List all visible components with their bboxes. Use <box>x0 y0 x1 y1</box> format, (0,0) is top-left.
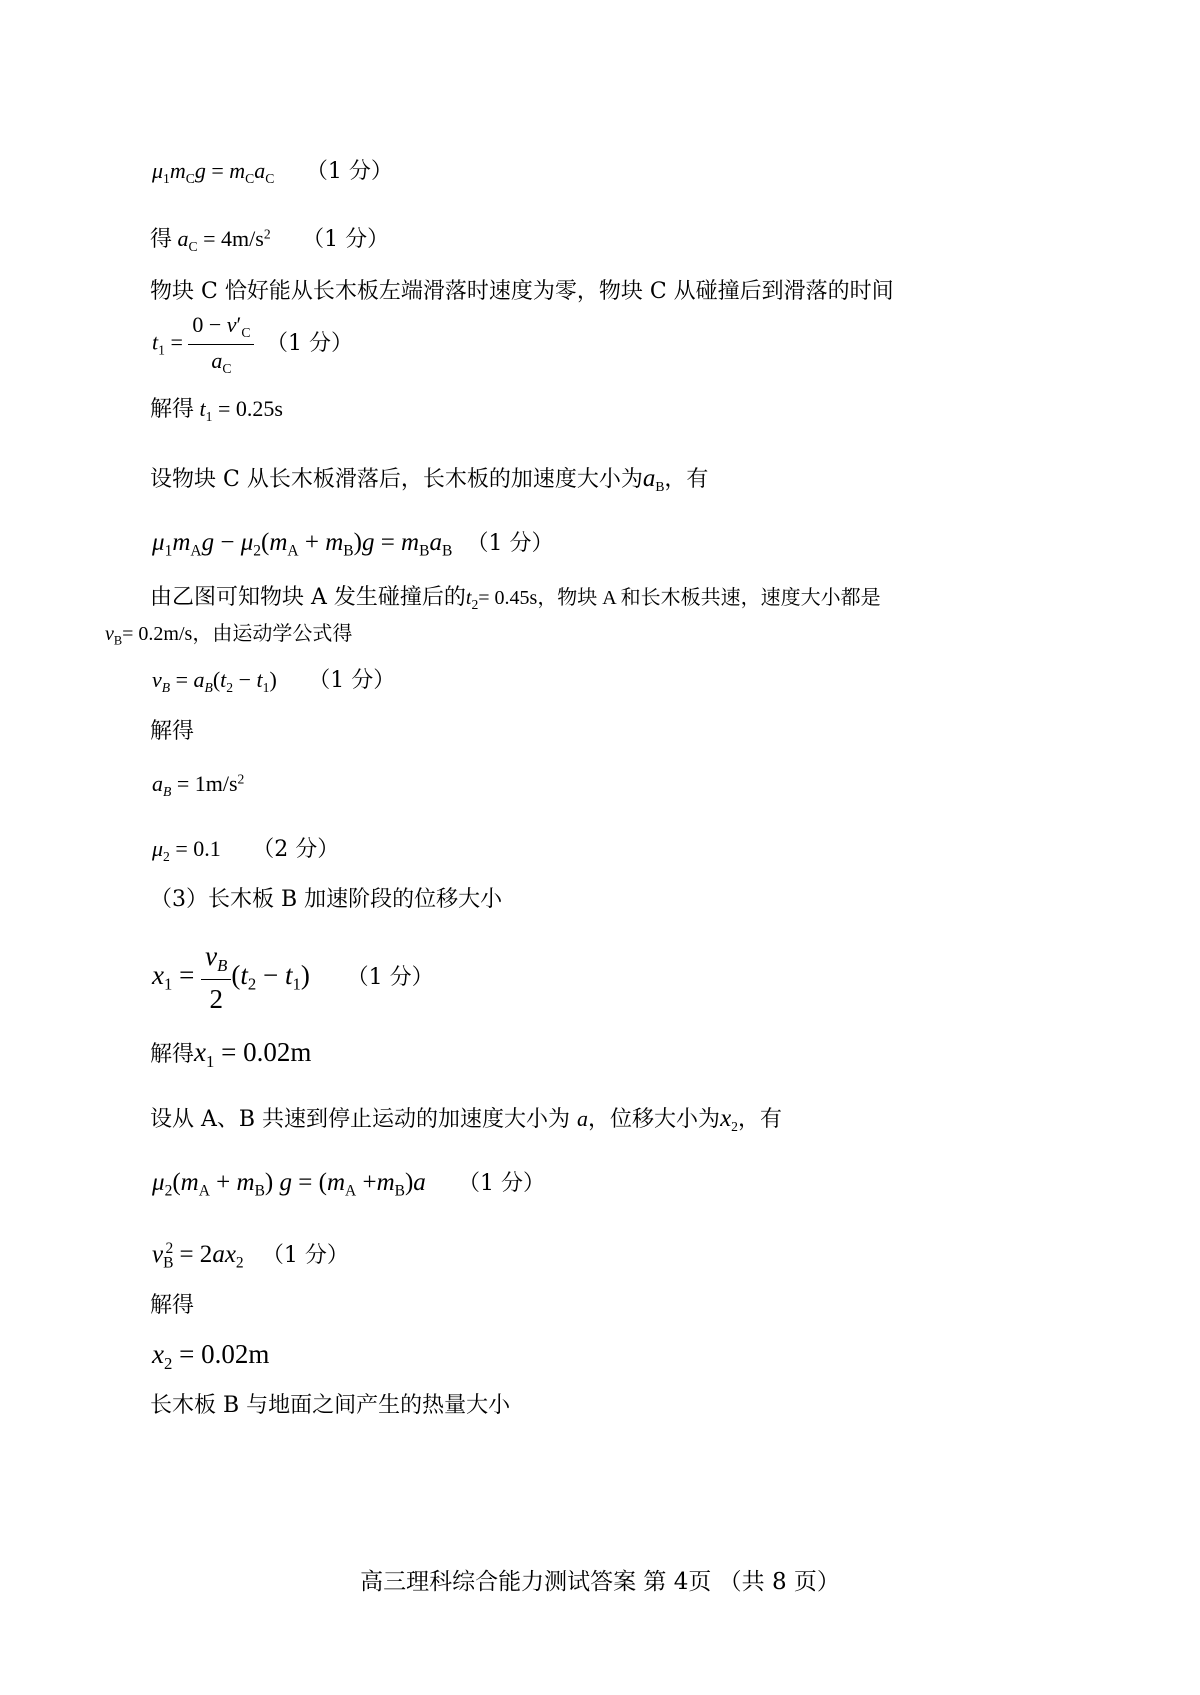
score-label: （2 分） <box>252 837 340 862</box>
score-label: （1 分） <box>305 159 393 184</box>
paragraph-deceleration: 设从 A、B 共速到停止运动的加速度大小为 a，位移大小为$x_2$，有 <box>150 1105 782 1134</box>
equation-t1-fraction: $t_1$ = $\frac{0 - v'_C}{a_C}$ （1 分） <box>152 312 353 376</box>
score-label: （1 分） <box>308 668 396 693</box>
score-label: （1 分） <box>346 964 434 990</box>
fraction: $\frac{v_B}{2}$ <box>201 940 231 1015</box>
score-label: （1 分） <box>261 1243 349 1268</box>
paragraph-vb-value: $v_B= 0.2m/s$，由运动学公式得 <box>105 623 353 648</box>
score-label: （1 分） <box>265 330 353 356</box>
paragraph-board-acceleration: 设物块 C 从长木板滑落后，长木板的加速度大小为$a_B$，有 <box>150 465 709 494</box>
score-label: （1 分） <box>302 227 390 252</box>
equation-friction-c: $\mu_1m_Cg = m_Ca_C$ （1 分） <box>152 158 393 186</box>
equation-x2-result: $x_2 = 0.02m$ <box>152 1339 270 1373</box>
fraction: $\frac{0 - v'_C}{a_C}$ <box>188 312 254 377</box>
equation-x1: $x_1$ = $\frac{v_B}{2}$ $(t_2 - t_1)$ （1 分） <box>152 941 434 1014</box>
page-footer: 高三理科综合能力测试答案 第 4页 （共 8 页） <box>360 1569 840 1595</box>
section-heading-3: （3）长木板 B 加速阶段的位移大小 <box>150 887 503 912</box>
equation-ab-result: $a_B = 1m/s^2$ <box>152 771 245 799</box>
equation-board-dynamics: $\mu_1m_Ag - \mu_2(m_A + m_B)g = m_Ba_B$ （1 分） <box>152 529 554 560</box>
equation-t1-result: 解得 $t_1 = 0.25s$ <box>150 396 283 424</box>
label-solve: 解得 <box>150 719 195 744</box>
equation-x1-result: 解得$x_1 = 0.02m$ <box>150 1037 312 1071</box>
equation-mu2-result: $\mu_2 = 0.1$ （2 分） <box>152 836 340 864</box>
paragraph-heat: 长木板 B 与地面之间产生的热量大小 <box>150 1393 511 1418</box>
paragraph-graph-reading: 由乙图可知物块 A 发生碰撞后的$t_2= 0.45s$，物块 A 和长木板共速，速度大小都是 <box>150 585 881 612</box>
equation-vb-kinematics: $v_B = a_B(t_2 - t_1)$ （1 分） <box>152 667 396 695</box>
equation-vb-squared: $v_B^2 = 2ax_2$ （1 分） <box>152 1240 349 1272</box>
paragraph-c-slide-time: 物块 C 恰好能从长木板左端滑落时速度为零，物块 C 从碰撞后到滑落的时间 <box>150 279 894 304</box>
equation-deceleration-dynamics: $\mu_2(m_A + m_B) g = (m_A +m_B)a$ （1 分） <box>152 1169 546 1200</box>
equation-ac-result: 得 $a_C = 4m/s^2$ （1 分） <box>150 226 390 254</box>
label-solve: 解得 <box>150 1293 195 1318</box>
score-label: （1 分） <box>458 1171 546 1196</box>
score-label: （1 分） <box>466 531 554 556</box>
